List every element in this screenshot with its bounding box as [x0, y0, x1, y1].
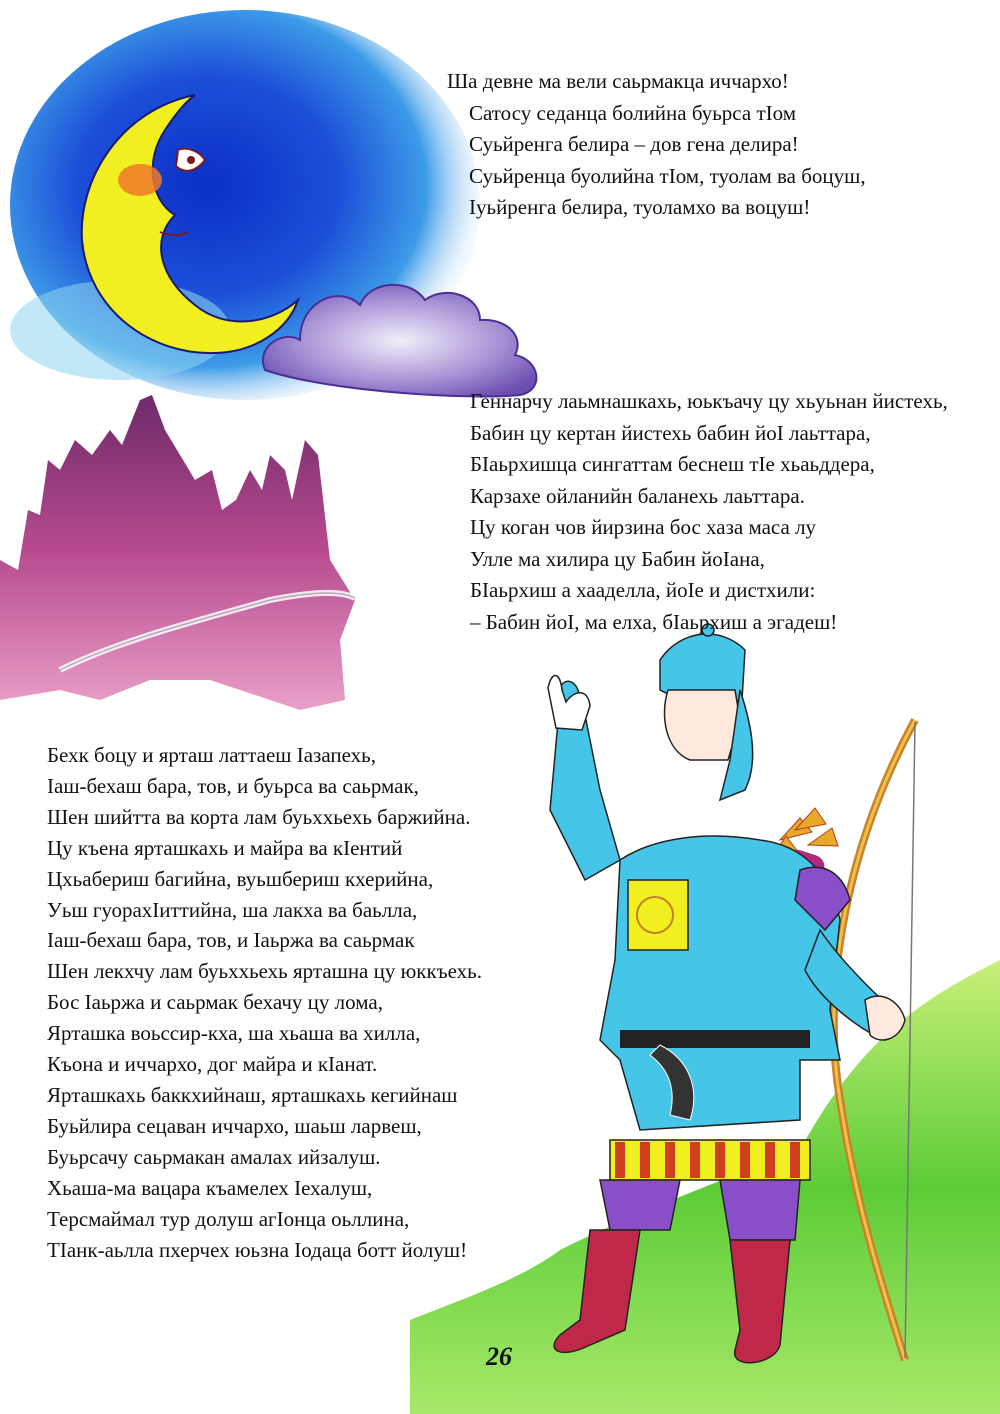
stanza-line: Ярташка воьссир-кха, ша хьаша ва хилла, — [47, 1021, 421, 1046]
stanza-line: Терсмаймал тур долуш агIонца оьллина, — [47, 1206, 410, 1231]
page-number: 26 — [486, 1342, 512, 1371]
stanza-line: Улле ма хилира цу Бабин йоIана, — [470, 546, 765, 571]
stanza-line: Бабин цу кертан йистехь бабин йоI лаьттара, — [470, 420, 871, 445]
stanza-2 — [470, 386, 948, 638]
stanza-line: Iаш-бехаш бара, тов, и буьрса ва саьрмак, — [47, 773, 419, 798]
stanza-line: Бехк боцу и ярташ латтаеш Iазапехь, — [47, 743, 376, 767]
stanza-line: Карзахе ойланийн баланехь лаьттара. — [470, 483, 805, 508]
stanza-line: Бос Iаьржа и саьрмак бехачу цу лома, — [47, 990, 383, 1015]
stanza-line: БIаьрхишца сингаттам беснеш тIе хьаьддера, — [470, 452, 875, 476]
stanza-line: Шен шийтта ва корта лам буьххьехь баржийна. — [47, 804, 471, 829]
stanza-line: Къона и иччархо, дог майра и кIанат. — [47, 1052, 378, 1077]
stanza-line: – Бабин йоI, ма елха, бIаьрхиш а эгадеш! — [470, 609, 838, 634]
stanza-line: Шен лекхчу лам буьххьехь ярташна цу юккъехь. — [47, 959, 482, 984]
stanza-line: Буьйлира сецаван иччархо, шаьш ларвеш, — [47, 1113, 422, 1138]
stanza-line: Хьаша-ма вацара къамелех Iехалуш, — [47, 1175, 373, 1200]
stanza-line: Iуьйренга белира, туоламхо ва воцуш! — [469, 195, 811, 219]
stanza-line: Iаш-бехаш бара, тов, и Iаьржа ва саьрмак — [47, 928, 415, 953]
stanza-line: Цу коган чов йирзина бос хаза маса лу — [470, 515, 817, 539]
stanza-1 — [447, 66, 866, 224]
stanza-line: БIаьрхиш а хааделла, йоIе и дистхили: — [470, 578, 816, 602]
stanza-line: Уьш гуорахIиттийна, ша лакха ва баьлла, — [47, 897, 418, 922]
mountains — [0, 395, 355, 710]
stanza-line: Суьйренга белира – дов гена делира! — [469, 132, 799, 156]
stanza-line: Сатосу седанца болийна буьрса тIом — [469, 100, 797, 125]
stanza-line: Ша девне ма вели саьрмакца иччархо! — [447, 69, 789, 93]
stanza-line: Цу къена ярташкахь и майра ва кIентий — [47, 835, 403, 860]
stanza-line: Суьйренца буолийна тIом, туолам ва боцуш, — [469, 163, 866, 188]
stanza-line: Геннарчу лаьмнашкахь, юькъачу цу хьуьнан йистехь, — [470, 389, 948, 413]
stanza-3 — [47, 740, 482, 1265]
stanza-line: Цхьабериш багийна, вуьшбериш кхерийна, — [47, 866, 434, 891]
stanza-line: ТIанк-аьлла пхерчех юьзна Iодаца ботт йолуш! — [47, 1237, 468, 1262]
stanza-line: Буьрсачу саьрмакан амалах ийзалуш. — [47, 1144, 381, 1169]
stanza-line: Ярташкахь баккхийнаш, ярташкахь кегийнаш — [47, 1082, 458, 1107]
